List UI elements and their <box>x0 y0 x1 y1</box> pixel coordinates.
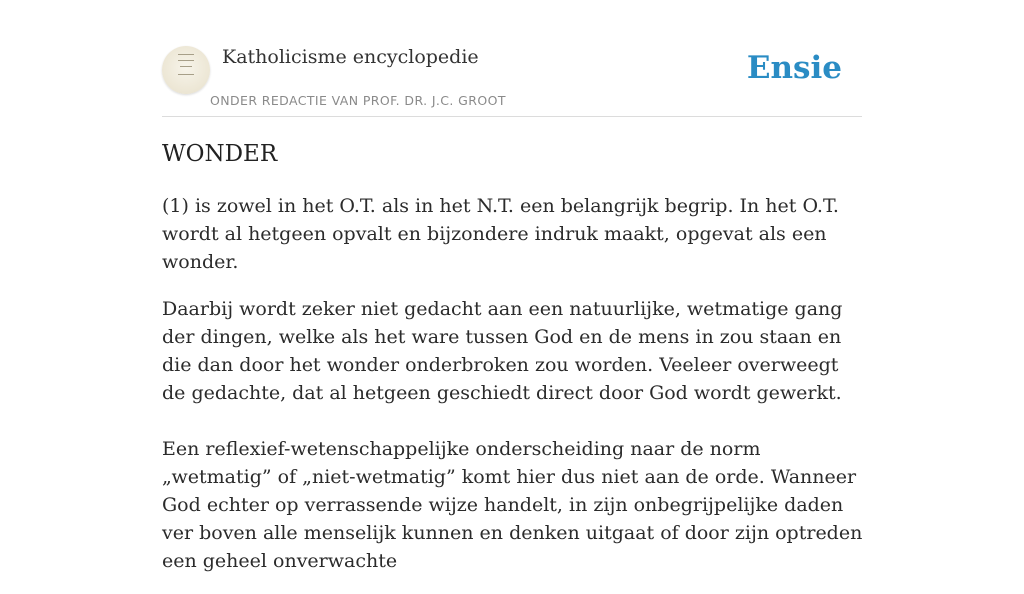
book-title[interactable]: Katholicisme encyclopedie <box>222 46 479 68</box>
cover-decoration <box>180 66 192 67</box>
site-header <box>162 44 862 117</box>
book-cover-image[interactable] <box>162 46 210 94</box>
article-paragraph: Een reflexief-wetenschappelijke onderscheiding naar de norm „wetmatig” of „niet-wetmatig” komt hier dus niet aan de orde. Wanneer God echter op verrassende wijze handelt, in zijn onbegrijpelijke daden ver boven alle menselijk kunnen en denken uitgaat of door zijn optreden een geheel onverwachte <box>162 438 863 572</box>
editor-credit: ONDER REDACTIE VAN PROF. DR. J.C. GROOT <box>210 93 506 108</box>
article-heading: WONDER <box>162 141 278 167</box>
cover-decoration <box>178 60 194 61</box>
cover-decoration <box>178 74 194 75</box>
brand-logo[interactable]: Ensie <box>746 50 842 86</box>
article-body <box>162 192 866 594</box>
cover-decoration <box>178 54 194 55</box>
article-paragraph: (1) is zowel in het O.T. als in het N.T. een belangrijk begrip. In het O.T. wordt al hetgeen opvalt en bijzondere indruk maakt, opgevat als een wonder. <box>162 195 839 273</box>
article-paragraph: Daarbij wordt zeker niet gedacht aan een natuurlijke, wetmatige gang der dingen, welke als het ware tussen God en de mens in zou staan en die dan door het wonder onderbroken zou worden. Veeleer overweegt de gedachte, dat al hetgeen geschiedt direct door God wordt gewerkt. <box>162 298 843 404</box>
